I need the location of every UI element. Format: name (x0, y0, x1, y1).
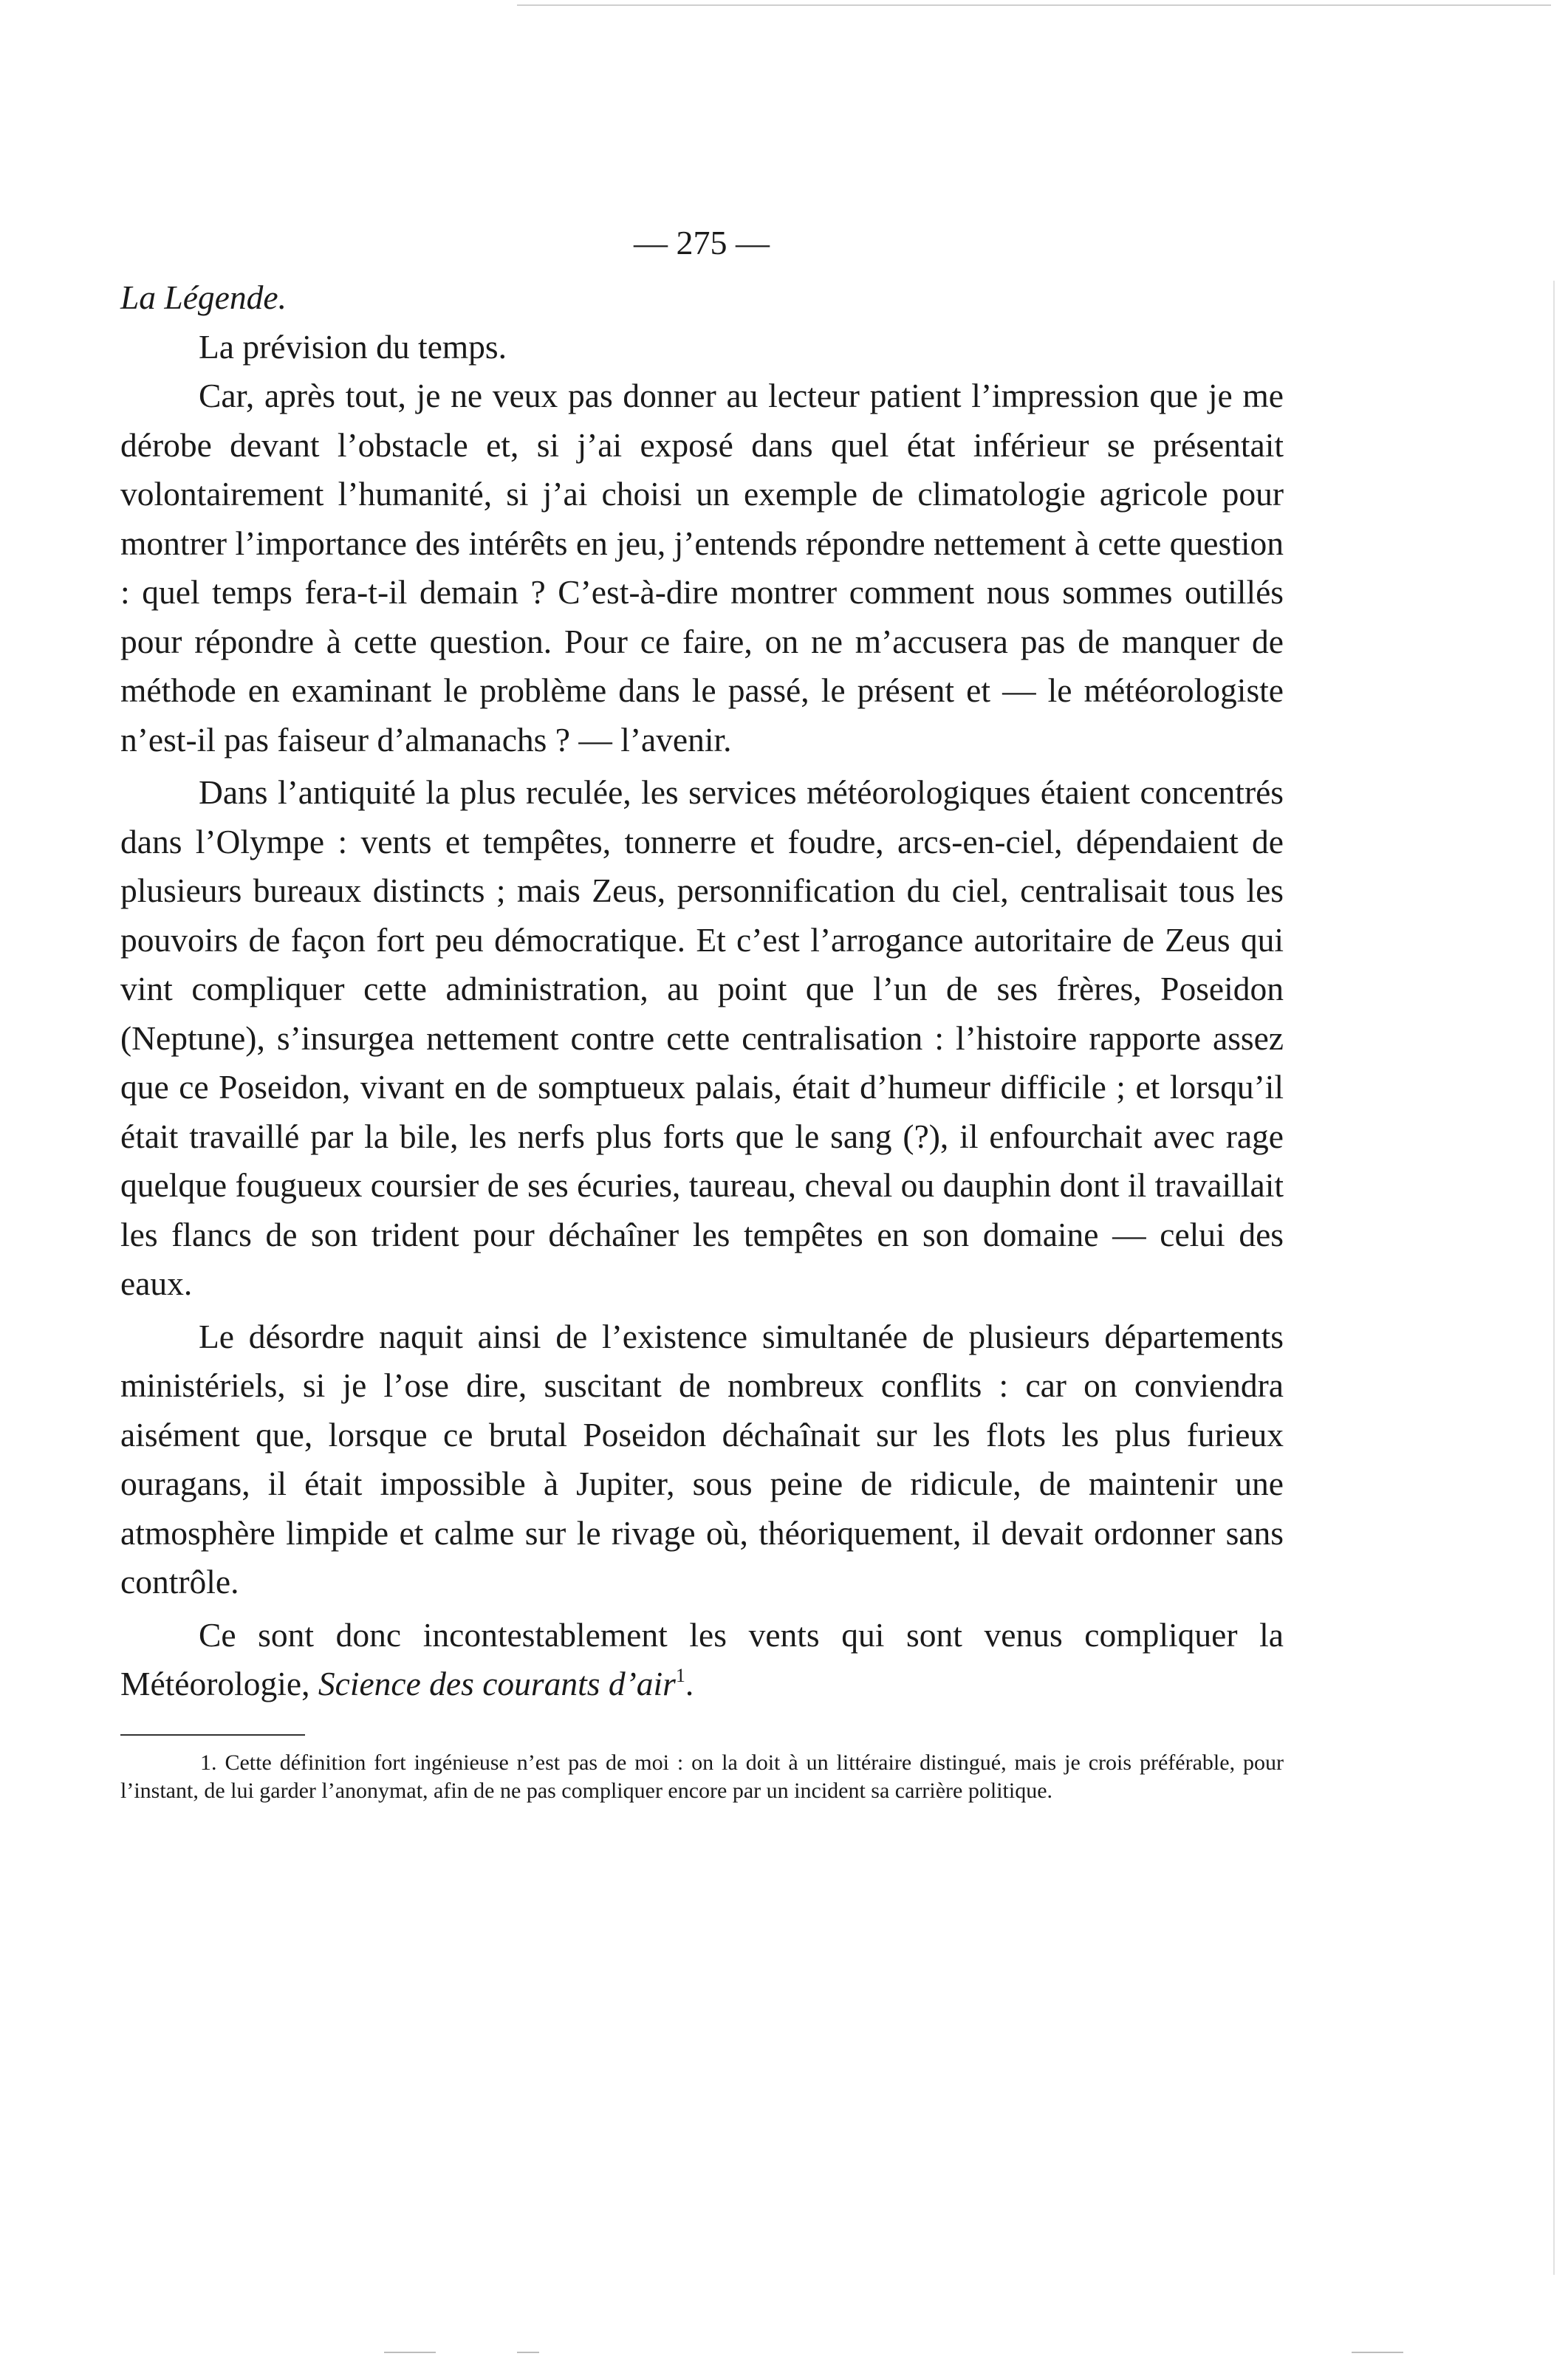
paragraph-text: Ce sont donc incontestablement les vents qui sont venus compliquer la Météorologie, (120, 1615, 1284, 1702)
footnote-divider (120, 1734, 305, 1736)
scan-edge-top (517, 4, 1551, 6)
italic-phrase: Science des courants d’air (318, 1665, 676, 1702)
paragraph: Le désordre naquit ainsi de l’existence simultanée de plusieurs départements ministériels, si je l’ose dire, suscitant de nombreux conflits : car on conviendra aisément que, lorsque ce brutal Poseidon déchaînait sur les flots les plus furieux ouragans, il était impossible à Jupiter, sous peine de ridicule, de maintenir une atmosphère limpide et calme sur le rivage où, théoriquement, il devait ordonner sans contrôle. (120, 1317, 1284, 1601)
footnote-number: 1. (200, 1750, 217, 1775)
subtitle: La prévision du temps. (199, 327, 507, 366)
scan-edge-right (1553, 281, 1555, 2275)
page-number: — 275 — (634, 224, 770, 261)
footnote (120, 1749, 1284, 1805)
section-title: La Légende. (120, 278, 287, 316)
page-body (120, 273, 1284, 1805)
paragraph: Car, après tout, je ne veux pas donner au lecteur patient l’impression que je me dérobe devant l’obstacle et, si j’ai exposé dans quel état inférieur se présentait volontairement l’humanité, si j’ai choisi un exemple de climatologie agricole pour montrer l’importance des intérêts en jeu, j’entends répondre nettement à cette question : quel temps fera-t-il demain ? C’est-à-dire montrer comment nous sommes outillés pour répondre à cette question. Pour ce faire, on ne m’accusera pas de manquer de méthode en examinant le problème dans le passé, le présent et — le météorologiste n’est-il pas faiseur d’almanachs ? — l’avenir. (120, 377, 1284, 759)
paragraph-last (120, 1611, 1284, 1709)
scan-mark-bottom (1352, 2352, 1403, 2353)
footnote-reference[interactable]: 1 (675, 1665, 685, 1686)
paragraph-end: . (685, 1665, 694, 1702)
paragraph: Dans l’antiquité la plus reculée, les services météorologiques étaient concentrés dans l’Olympe : vents et tempêtes, tonnerre et foudre, arcs-en-ciel, dépendaient de plusieurs bureaux distincts ; mais Zeus, personnification du ciel, centralisait tous les pouvoirs de façon fort peu démocratique. Et c’est l’arrogance autoritaire de Zeus qui vint compliquer cette administration, au point que l’un de ses frères, Poseidon (Neptune), s’insurgea nettement contre cette centralisation : l’histoire rapporte assez que ce Poseidon, vivant en de somptueux palais, était d’humeur difficile ; et lorsqu’il était travaillé par la bile, les nerfs plus forts que le sang (?), il enfourchait avec rage quelque fougueux coursier de ses écuries, taureau, cheval ou dauphin dont il travaillait les flancs de son trident pour déchaîner les tempêtes en son domaine — celui des eaux. (120, 773, 1284, 1302)
scan-mark-bottom (384, 2352, 436, 2353)
footnote-text: Cette définition fort ingénieuse n’est pas de moi : on la doit à un littéraire distingué, mais je crois préférable, pour l’instant, de lui garder l’anonymat, afin de ne pas compliquer encore par un incident sa carrière politique. (120, 1750, 1284, 1803)
scan-mark-bottom (517, 2352, 539, 2353)
